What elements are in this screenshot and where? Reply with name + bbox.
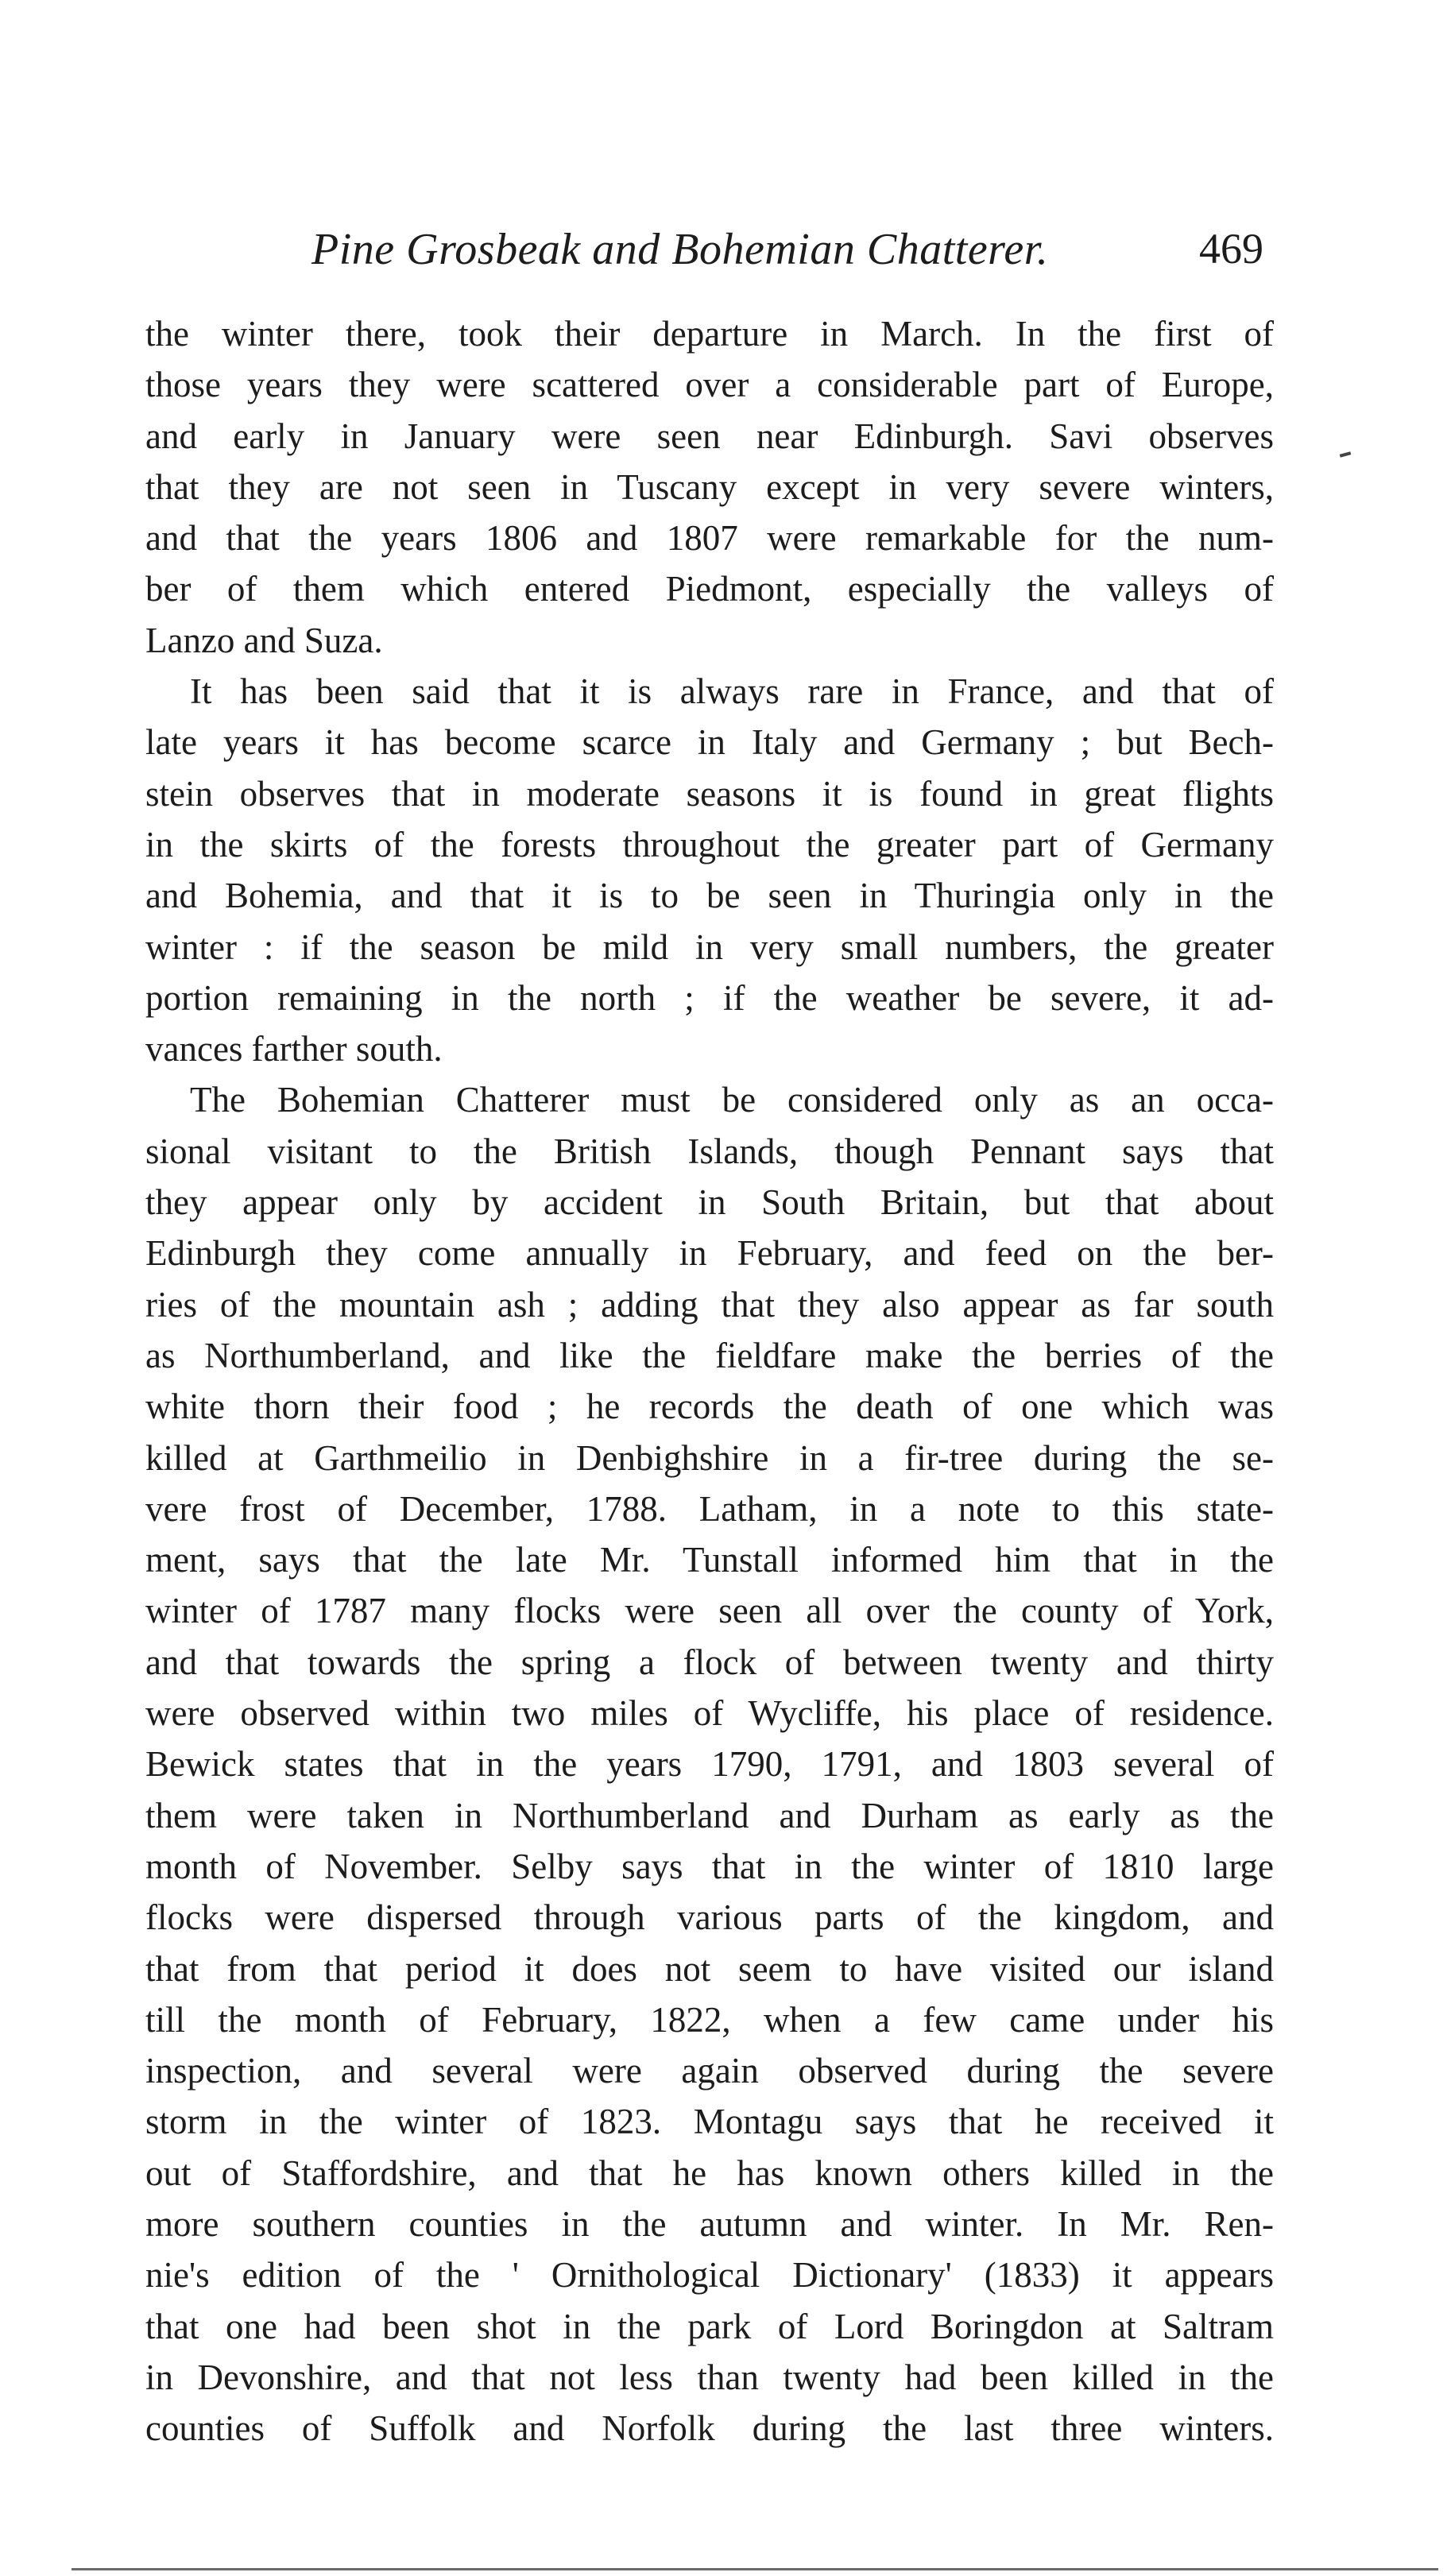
text-line: month of November. Selby says that in the winter of 1810 large — [145, 1846, 1274, 1886]
text-line: the winter there, took their departure in March. In the first of — [145, 314, 1274, 354]
text-line: that one had been shot in the park of Lord Boringdon at Saltram — [145, 2306, 1274, 2346]
text-line: stein observes that in moderate seasons it is found in great flights — [145, 773, 1274, 814]
text-line: till the month of February, 1822, when a few came under his — [145, 1999, 1274, 2040]
bottom-edge-rule — [72, 2568, 1438, 2570]
text-line: The Bohemian Chatterer must be considered only as an occa- — [190, 1080, 1274, 1120]
text-line: portion remaining in the north ; if the weather be severe, it ad- — [145, 977, 1274, 1018]
text-line: those years they were scattered over a considerable part of Europe, — [145, 365, 1274, 405]
text-line: ber of them which entered Piedmont, especially the valleys of — [145, 569, 1274, 609]
text-line: Bewick states that in the years 1790, 1791, and 1803 several of — [145, 1744, 1274, 1785]
text-line: as Northumberland, and like the fieldfare make the berries of the — [145, 1335, 1274, 1375]
text-line: inspection, and several were again observed during the severe — [145, 2051, 1274, 2091]
text-line: and that towards the spring a flock of between twenty and thirty — [145, 1642, 1274, 1682]
running-title: Pine Grosbeak and Bohemian Chatterer. — [311, 225, 1049, 274]
text-line: late years it has become scarce in Italy and Germany ; but Bech- — [145, 722, 1274, 763]
text-line: were observed within two miles of Wycliffe, his place of residence. — [145, 1693, 1274, 1734]
text-line: storm in the winter of 1823. Montagu says that he received it — [145, 2102, 1274, 2142]
text-line: sional visitant to the British Islands, though Pennant says that — [145, 1131, 1274, 1171]
text-line: counties of Suffolk and Norfolk during the last three winters. — [145, 2408, 1274, 2449]
text-line: Edinburgh they come annually in February, and feed on the ber- — [145, 1233, 1274, 1274]
body-text — [145, 308, 1274, 2454]
text-line: vere frost of December, 1788. Latham, in a note to this state- — [145, 1488, 1274, 1529]
text-line: and Bohemia, and that it is to be seen in Thuringia only in the — [145, 876, 1274, 916]
text-line: It has been said that it is always rare in France, and that of — [190, 671, 1274, 712]
text-line: Lanzo and Suza. — [145, 620, 383, 660]
text-line: ment, says that the late Mr. Tunstall informed him that in the — [145, 1540, 1274, 1580]
text-line: them were taken in Northumberland and Durham as early as the — [145, 1795, 1274, 1835]
text-line: white thorn their food ; he records the death of one which was — [145, 1387, 1274, 1427]
text-line: that they are not seen in Tuscany except in very severe winters, — [145, 466, 1274, 507]
text-line: nie's edition of the ' Ornithological Dictionary' (1833) it appears — [145, 2255, 1274, 2296]
page-number: 469 — [1199, 225, 1263, 273]
running-head — [143, 224, 1271, 280]
text-line: and that the years 1806 and 1807 were remarkable for the num- — [145, 518, 1274, 559]
text-line: killed at Garthmeilio in Denbighshire in a fir-tree during the se- — [145, 1437, 1274, 1478]
text-line: out of Staffordshire, and that he has known others killed in the — [145, 2152, 1274, 2193]
text-line: that from that period it does not seem to have visited our island — [145, 1948, 1274, 1989]
text-line: flocks were dispersed through various parts of the kingdom, and — [145, 1897, 1274, 1938]
text-line: in Devonshire, and that not less than twenty had been killed in the — [145, 2357, 1274, 2397]
text-line: ries of the mountain ash ; adding that they also appear as far south — [145, 1284, 1274, 1325]
text-line: more southern counties in the autumn and winter. In Mr. Ren- — [145, 2203, 1274, 2244]
text-line: and early in January were seen near Edinburgh. Savi observes — [145, 416, 1274, 456]
text-line: they appear only by accident in South Britain, but that about — [145, 1182, 1274, 1223]
text-line: winter of 1787 many flocks were seen all over the county of York, — [145, 1591, 1274, 1631]
stray-print-mark — [1340, 451, 1352, 457]
text-line: vances farther south. — [145, 1029, 443, 1069]
text-line: winter : if the season be mild in very small numbers, the greater — [145, 926, 1274, 967]
text-line: in the skirts of the forests throughout the greater part of Germany — [145, 824, 1274, 864]
